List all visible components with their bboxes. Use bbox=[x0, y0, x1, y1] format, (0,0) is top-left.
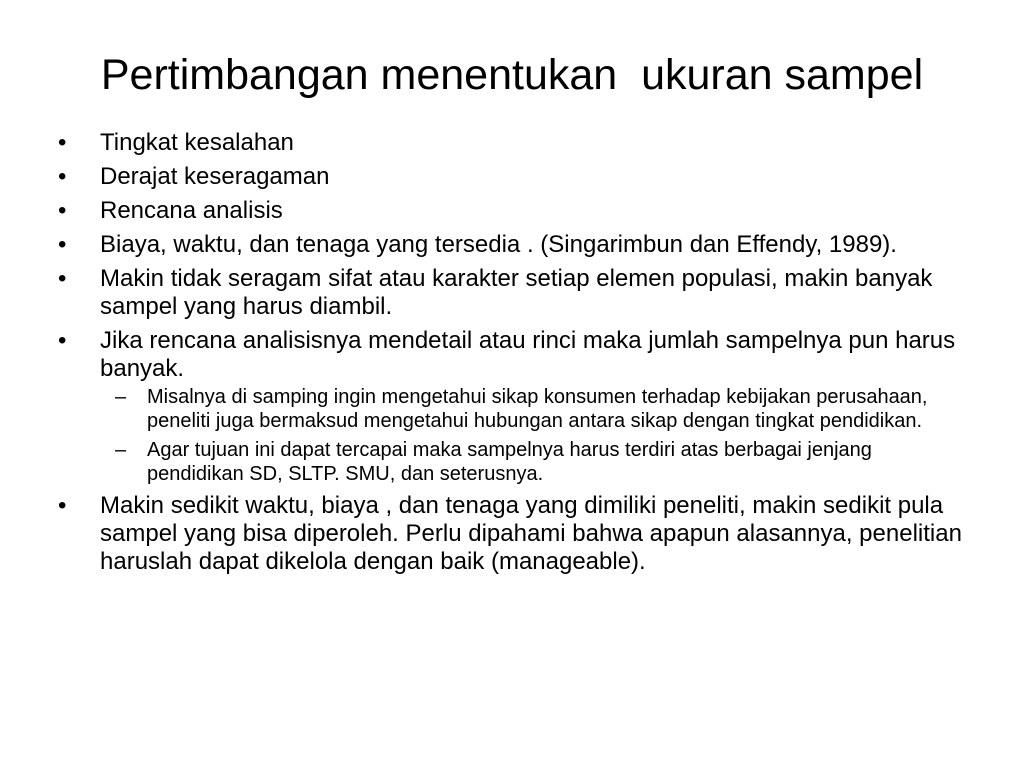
sub-bullet-item bbox=[100, 438, 972, 486]
dash-marker: – bbox=[115, 386, 127, 408]
bullet-marker: • bbox=[58, 163, 67, 190]
bullet-marker: • bbox=[58, 197, 67, 224]
bullet-marker: • bbox=[58, 129, 67, 156]
bullet-text: Makin tidak seragam sifat atau karakter setiap elemen populasi, makin banyak sampel yang harus diambil. bbox=[100, 265, 933, 320]
bullet-text: Jika rencana analisisnya mendetail atau rinci maka jumlah sampelnya pun harus banyak. bbox=[100, 327, 956, 382]
bullet-text: Tingkat kesalahan bbox=[100, 129, 294, 156]
sub-bullet-item bbox=[100, 385, 972, 433]
dash-marker: – bbox=[115, 439, 127, 461]
bullet-item bbox=[57, 265, 972, 321]
bullet-text: Makin sedikit waktu, biaya , dan tenaga yang dimiliki peneliti, makin sedikit pula sampel yang bisa diperoleh. Perlu dipahami bahwa apapun alasannya, penelitian haruslah dapat dikelola dengan baik (manageable). bbox=[100, 492, 962, 575]
bullet-marker: • bbox=[58, 231, 67, 258]
bullet-text: Rencana analisis bbox=[100, 197, 283, 224]
bullet-marker: • bbox=[58, 492, 67, 519]
sub-bullet-text: Agar tujuan ini dapat tercapai maka sampelnya harus terdiri atas berbagai jenjang pendidikan SD, SLTP. SMU, dan seterusnya. bbox=[147, 439, 872, 485]
bullet-item bbox=[57, 197, 972, 225]
sub-bullet-text: Misalnya di samping ingin mengetahui sikap konsumen terhadap kebijakan perusahaan, peneliti juga bermaksud mengetahui hubungan antara sikap dengan tingkat pendidikan. bbox=[147, 386, 928, 432]
bullet-text: Biaya, waktu, dan tenaga yang tersedia . (Singarimbun dan Effendy, 1989). bbox=[100, 231, 897, 258]
bullet-item bbox=[57, 231, 972, 259]
slide-body bbox=[57, 129, 972, 582]
bullet-item bbox=[57, 129, 972, 157]
bullet-text: Derajat keseragaman bbox=[100, 163, 330, 190]
slide-title: Pertimbangan menentukan ukuran sampel bbox=[100, 51, 924, 99]
bullet-item bbox=[57, 163, 972, 191]
bullet-list bbox=[57, 129, 972, 576]
bullet-item bbox=[57, 327, 972, 486]
bullet-marker: • bbox=[58, 327, 67, 354]
bullet-marker: • bbox=[58, 265, 67, 292]
bullet-item bbox=[57, 492, 972, 576]
sub-bullet-list bbox=[100, 385, 972, 486]
